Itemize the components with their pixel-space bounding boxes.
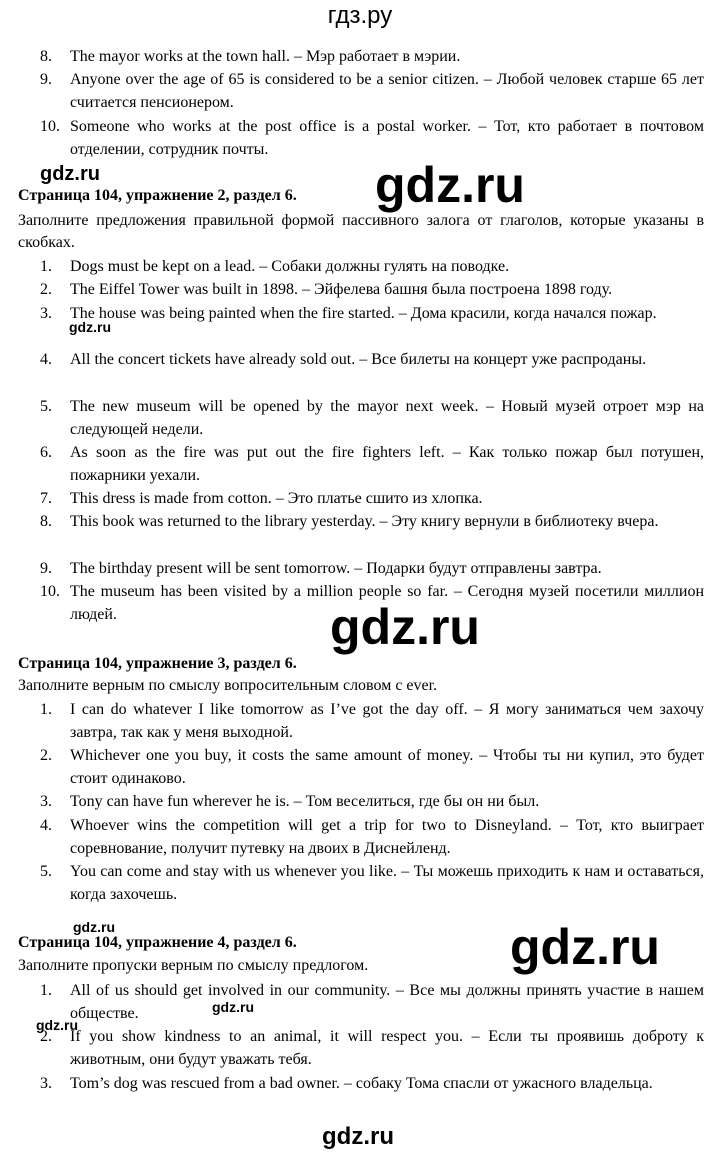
- item-text: You can come and stay with us whenever you like. – Ты можешь приходить к нам и оставаться, когда захочешь.: [70, 863, 704, 903]
- watermark: gdz.ru: [375, 157, 525, 213]
- watermark: gdz.ru: [69, 319, 111, 335]
- list-item: [40, 255, 704, 278]
- item-text: As soon as the fire was put out the fire fighters left. – Как только пожар был потушен, пожарники уехали.: [70, 444, 704, 484]
- item-number: 4.: [40, 817, 52, 834]
- item-number: 4.: [40, 351, 52, 368]
- list-item: [40, 115, 704, 161]
- watermark: gdz.ru: [36, 1017, 78, 1033]
- item-number: 1.: [40, 258, 52, 275]
- item-number: 7.: [40, 490, 52, 507]
- list-item: [40, 68, 704, 114]
- list-item: [40, 45, 704, 68]
- item-number: 8.: [40, 48, 52, 65]
- list-item: [40, 395, 704, 441]
- site-header: гдз.ру: [327, 2, 393, 29]
- watermark: gdz.ru: [73, 919, 115, 935]
- item-number: 9.: [40, 560, 52, 577]
- item-text: I can do whatever I like tomorrow as I’ve got the day off. – Я могу заниматься чем захочу завтра, так как у меня выходной.: [70, 701, 704, 741]
- instruction: Заполните верным по смыслу вопросительным словом с ever.: [18, 677, 438, 694]
- item-number: 2.: [40, 281, 52, 298]
- item-text: Tony can have fun wherever he is. – Том веселиться, где бы он ни был.: [70, 793, 540, 810]
- watermark: gdz.ru: [40, 163, 100, 185]
- item-text: Whichever one you buy, it costs the same amount of money. – Чтобы ты ни купил, это будет стоит одинаково.: [70, 747, 704, 787]
- item-text: If you show kindness to an animal, it will respect you. – Если ты проявишь доброту к животным, они будут уважать тебя.: [70, 1028, 704, 1068]
- item-text: The house was being painted when the fire started. – Дома красили, когда начался пожар.: [70, 305, 657, 322]
- watermark: gdz.ru: [212, 999, 254, 1015]
- list-item: [40, 1072, 704, 1095]
- item-number: 9.: [40, 71, 52, 88]
- item-number: 10.: [40, 118, 60, 135]
- instruction: Заполните пропуски верным по смыслу предлогом.: [18, 957, 369, 974]
- instruction: Заполните предложения правильной формой пассивного залога от глаголов, которые указаны в скобках.: [18, 212, 704, 251]
- list-item: [40, 790, 704, 813]
- item-number: 1.: [40, 701, 52, 718]
- item-text: Whoever wins the competition will get a trip for two to Disneyland. – Тот, кто выиграет соревнование, получит путевку на двоих в Диснейленд.: [70, 817, 704, 857]
- list-item: [40, 278, 704, 301]
- list-item: [40, 557, 704, 580]
- item-number: 10.: [40, 583, 60, 600]
- section-heading: Страница 104, упражнение 2, раздел 6.: [18, 187, 297, 204]
- item-text: The new museum will be opened by the mayor next week. – Новый музей отроет мэр на следующей недели.: [70, 398, 704, 438]
- item-number: 2.: [40, 1028, 52, 1045]
- item-number: 6.: [40, 444, 52, 461]
- item-number: 1.: [40, 982, 52, 999]
- list-item: [40, 814, 704, 860]
- item-text: The museum has been visited by a million people so far. – Сегодня музей посетили миллион людей.: [70, 583, 704, 623]
- item-text: The mayor works at the town hall. – Мэр работает в мэрии.: [70, 48, 461, 65]
- list-item: [40, 487, 704, 510]
- item-text: This dress is made from cotton. – Это платье сшито из хлопка.: [70, 490, 483, 507]
- list-item: [40, 348, 704, 371]
- list-item: [40, 698, 704, 744]
- item-text: All the concert tickets have already sold out. – Все билеты на концерт уже распроданы.: [70, 351, 647, 368]
- section-heading: Страница 104, упражнение 3, раздел 6.: [18, 655, 297, 672]
- item-text: The Eiffel Tower was built in 1898. – Эйфелева башня была построена 1898 году.: [70, 281, 613, 298]
- item-number: 2.: [40, 747, 52, 764]
- list-item: [40, 860, 704, 906]
- item-number: 3.: [40, 1075, 52, 1092]
- item-number: 8.: [40, 513, 52, 530]
- list-item: [40, 510, 704, 533]
- item-text: Someone who works at the post office is a postal worker. – Тот, кто работает в почтовом отделении, сотрудник почты.: [70, 118, 704, 158]
- item-number: 5.: [40, 863, 52, 880]
- item-number: 3.: [40, 793, 52, 810]
- item-number: 5.: [40, 398, 52, 415]
- item-text: All of us should get involved in our community. – Все мы должны принять участие в нашем обществе.: [70, 982, 704, 1022]
- item-text: The birthday present will be sent tomorrow. – Подарки будут отправлены завтра.: [70, 560, 602, 577]
- watermark: gdz.ru: [322, 1123, 394, 1150]
- list-item: [40, 441, 704, 487]
- item-text: Dogs must be kept on a lead. – Собаки должны гулять на поводке.: [70, 258, 510, 275]
- list-item: [40, 979, 704, 1025]
- watermark: gdz.ru: [510, 919, 660, 975]
- list-item: [40, 744, 704, 790]
- item-text: Anyone over the age of 65 is considered to be a senior citizen. – Любой человек старше 65 лет считается пенсионером.: [70, 71, 704, 111]
- item-number: 3.: [40, 305, 52, 322]
- watermark: gdz.ru: [330, 599, 480, 655]
- section-heading: Страница 104, упражнение 4, раздел 6.: [18, 934, 297, 951]
- list-item: [40, 1025, 704, 1071]
- item-text: This book was returned to the library yesterday. – Эту книгу вернули в библиотеку вчера.: [70, 513, 659, 530]
- item-text: Tom’s dog was rescued from a bad owner. – собаку Тома спасли от ужасного владельца.: [70, 1075, 653, 1092]
- list-item: [40, 302, 704, 325]
